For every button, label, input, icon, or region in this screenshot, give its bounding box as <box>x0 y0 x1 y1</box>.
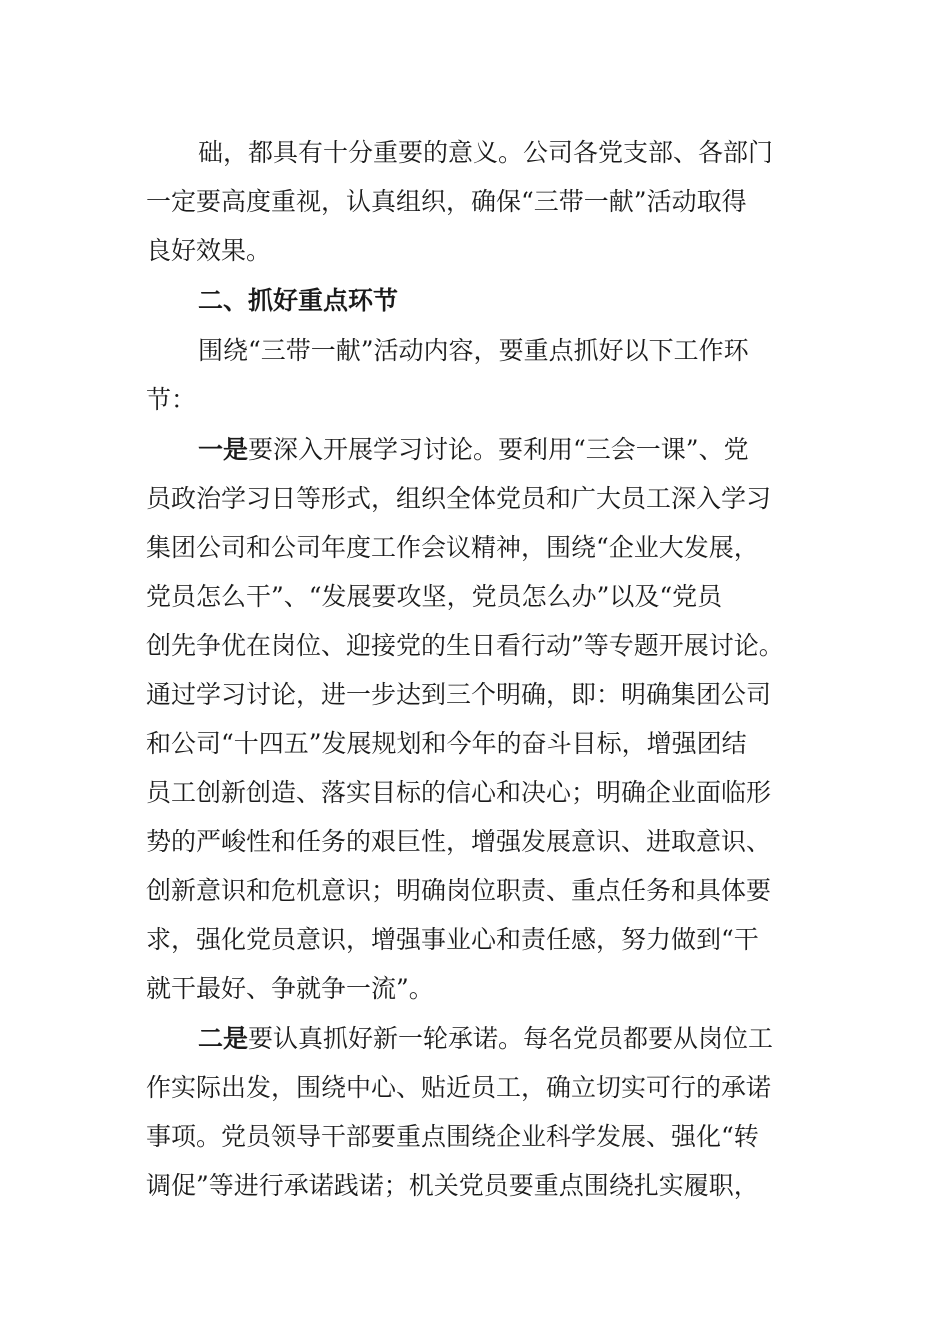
text-line: 和公司“十四五”发展规划和今年的奋斗目标，增强团结 <box>146 729 747 758</box>
paragraph-intro <box>146 326 796 424</box>
point-text: 要认真抓好新一轮承诺。每名党员都要从岗位工 <box>248 1024 774 1053</box>
paragraph-point-two <box>146 1014 796 1210</box>
point-lead: 一是 <box>198 435 249 464</box>
text-line: 节： <box>146 385 197 414</box>
text-line: 良好效果。 <box>146 236 272 265</box>
paragraph-point-one <box>146 425 796 1013</box>
text-line: 通过学习讨论，进一步达到三个明确，即：明确集团公司 <box>146 680 772 709</box>
text-line: 础，都具有十分重要的意义。公司各党支部、各部门 <box>198 138 774 167</box>
text-line: 求，强化党员意识，增强事业心和责任感，努力做到“干 <box>146 925 759 954</box>
text-line: 围绕“三带一献”活动内容，要重点抓好以下工作环 <box>198 336 749 365</box>
text-line: 调促”等进行承诺践诺；机关党员要重点围绕扎实履职， <box>146 1171 759 1200</box>
text-line: 势的严峻性和任务的艰巨性，增强发展意识、进取意识、 <box>146 827 772 856</box>
document-body <box>146 128 796 1210</box>
point-text: 要深入开展学习讨论。要利用“三会一课”、党 <box>248 435 749 464</box>
paragraph-continuation <box>146 128 796 275</box>
section-heading <box>146 276 796 325</box>
text-line: 一定要高度重视，认真组织，确保“三带一献”活动取得 <box>146 187 747 216</box>
heading-text: 二、抓好重点环节 <box>198 286 399 315</box>
text-line: 员政治学习日等形式，组织全体党员和广大员工深入学习 <box>146 484 772 513</box>
text-line: 员工创新创造、落实目标的信心和决心；明确企业面临形 <box>146 778 772 807</box>
text-line: 创先争优在岗位、迎接党的生日看行动”等专题开展讨论。 <box>146 631 784 660</box>
point-lead: 二是 <box>198 1024 249 1053</box>
text-line <box>146 1014 796 1063</box>
text-line: 集团公司和公司年度工作会议精神，围绕“企业大发展， <box>146 533 759 562</box>
text-line: 事项。党员领导干部要重点围绕企业科学发展、强化“转 <box>146 1122 759 1151</box>
text-line: 作实际出发，围绕中心、贴近员工，确立切实可行的承诺 <box>146 1073 772 1102</box>
text-line: 党员怎么干”、“发展要攻坚，党员怎么办”以及“党员 <box>146 582 723 611</box>
text-line: 就干最好、争就争一流”。 <box>146 974 434 1003</box>
text-line <box>146 425 796 474</box>
text-line: 创新意识和危机意识；明确岗位职责、重点任务和具体要 <box>146 876 772 905</box>
